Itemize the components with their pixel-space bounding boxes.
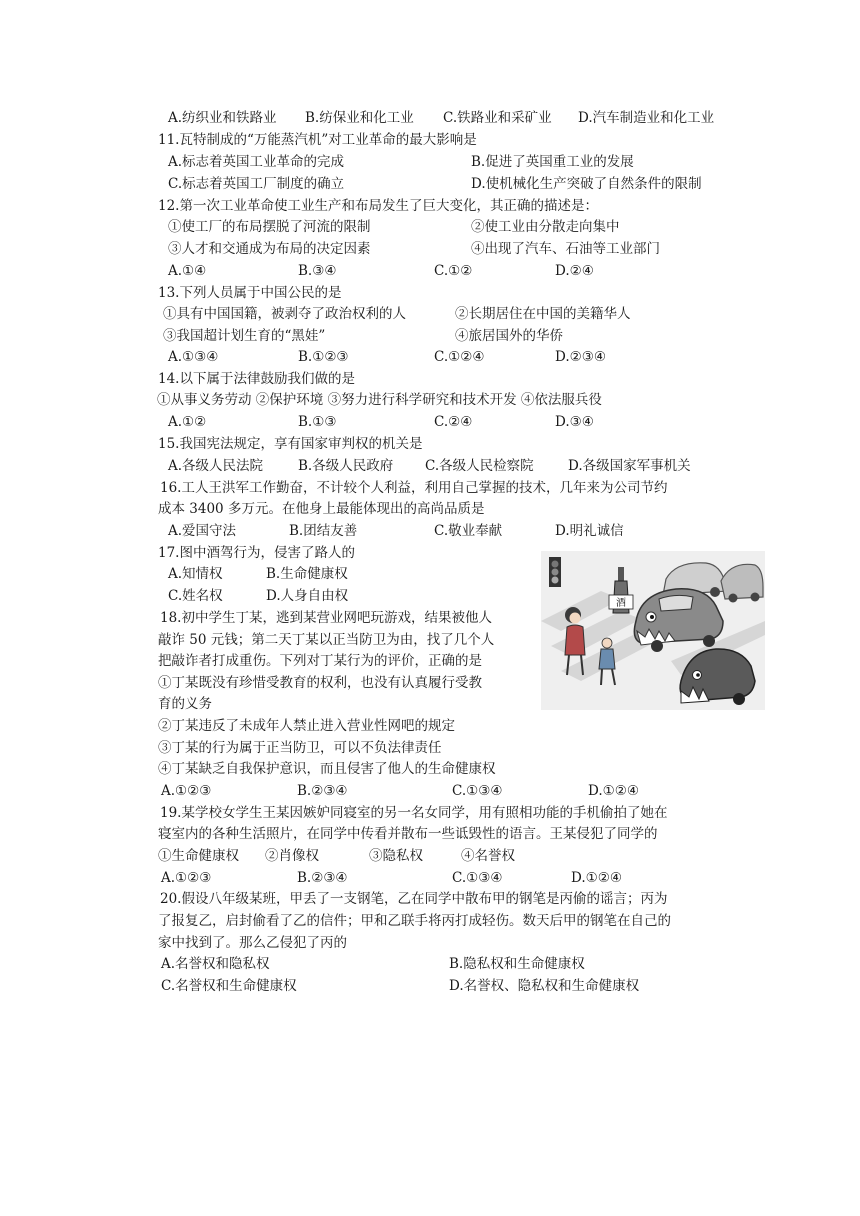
q17-option-d: D.人身自由权 [266, 588, 349, 604]
q18-item-1-cont: 育的义务 [158, 696, 212, 712]
q12-option-c: C.①② [434, 263, 473, 279]
q20-stem-line-3: 家中找到了。那么乙侵犯了丙的 [158, 935, 347, 951]
q19-option-b: B.②③④ [297, 870, 348, 886]
q20-option-c: C.名誉权和生命健康权 [161, 978, 297, 994]
q18-stem-line-3: 把敲诈者打成重伤。下列对丁某行为的评价，正确的是 [158, 653, 482, 669]
q13-option-c: C.①②④ [434, 349, 485, 365]
q18-stem-line-2: 敲诈 50 元钱；第二天丁某以正当防卫为由，找了几个人 [158, 632, 495, 648]
q19-option-d: D.①②④ [571, 870, 622, 886]
q11-option-b: B.促进了英国重工业的发展 [471, 154, 634, 170]
q19-option-a: A.①②③ [161, 870, 212, 886]
q12-option-b: B.③④ [298, 263, 337, 279]
q15-option-b: B.各级人民政府 [298, 458, 394, 474]
q15-stem: 15.我国宪法规定，享有国家审判权的机关是 [158, 436, 423, 452]
q11-option-a: A.标志着英国工业革命的完成 [168, 154, 345, 170]
q20-option-a: A.名誉权和隐私权 [161, 956, 270, 972]
q20-option-b: B.隐私权和生命健康权 [449, 956, 585, 972]
q12-option-d: D.②④ [555, 263, 594, 279]
q17-stem: 17.图中酒驾行为，侵害了路人的 [158, 545, 355, 561]
q19-item-2: ②肖像权 [265, 848, 319, 864]
q11-stem: 11.瓦特制成的“万能蒸汽机”对工业革命的最大影响是 [158, 132, 477, 148]
q14-stem: 14.以下属于法律鼓励我们做的是 [158, 371, 355, 387]
drunk-driving-illustration [541, 551, 765, 710]
q18-stem-line-1: 18.初中学生丁某，逃到某营业网吧玩游戏，结果被他人 [160, 610, 492, 626]
q12-item-4: ④出现了汽车、石油等工业部门 [471, 241, 660, 257]
q11-option-c: C.标志着英国工厂制度的确立 [168, 176, 345, 192]
q14-option-b: B.①③ [298, 414, 337, 430]
q19-item-3: ③隐私权 [369, 848, 423, 864]
q10-option-c: C.铁路业和采矿业 [443, 110, 552, 126]
q19-stem-line-1: 19.某学校女学生王某因嫉妒同寝室的另一名女同学，用有照相功能的手机偷拍了她在 [160, 805, 668, 821]
q11-option-d: D.使机械化生产突破了自然条件的限制 [471, 176, 702, 192]
q17-option-c: C.姓名权 [168, 588, 223, 604]
q19-option-c: C.①③④ [452, 870, 503, 886]
q19-item-1: ①生命健康权 [158, 848, 239, 864]
q18-option-c: C.①③④ [452, 783, 503, 799]
q18-option-d: D.①②④ [588, 783, 639, 799]
q10-option-b: B.纺保业和化工业 [305, 110, 414, 126]
q15-option-a: A.各级人民法院 [168, 458, 264, 474]
q12-stem: 12.第一次工业革命使工业生产和布局发生了巨大变化，其正确的描述是： [158, 198, 598, 214]
q13-item-4: ④旅居国外的华侨 [455, 328, 563, 344]
q20-stem-line-2: 了报复乙，启封偷看了乙的信件；甲和乙联手将丙打成轻伤。数天后甲的钢笔在自己的 [158, 913, 671, 929]
q14-option-a: A.①② [168, 414, 207, 430]
q10-option-a: A.纺织业和铁路业 [168, 110, 277, 126]
q16-option-d: D.明礼诚信 [555, 523, 624, 539]
traffic-light-icon [549, 557, 561, 587]
q13-option-d: D.②③④ [555, 349, 606, 365]
q18-item-2: ②丁某违反了未成年人禁止进入营业性网吧的规定 [158, 718, 455, 734]
q12-option-a: A.①④ [168, 263, 207, 279]
q16-option-a: A.爱国守法 [168, 523, 237, 539]
q17-option-a: A.知情权 [168, 566, 223, 582]
q18-option-a: A.①②③ [161, 783, 212, 799]
q18-option-b: B.②③④ [297, 783, 348, 799]
q13-stem: 13.下列人员属于中国公民的是 [158, 285, 342, 301]
q10-option-d: D.汽车制造业和化工业 [578, 110, 715, 126]
q16-option-c: C.敬业奉献 [434, 523, 503, 539]
q18-item-1: ①丁某既没有珍惜受教育的权利，也没有认真履行受教 [158, 675, 482, 691]
q19-stem-line-2: 寝室内的各种生活照片，在同学中传看并散布一些诋毁性的语言。王某侵犯了同学的 [158, 826, 658, 842]
q20-stem-line-1: 20.假设八年级某班，甲丢了一支钢笔，乙在同学中散布甲的钢笔是丙偷的谣言；丙为 [160, 891, 668, 907]
q14-option-c: C.②④ [434, 414, 473, 430]
q20-option-d: D.名誉权、隐私权和生命健康权 [449, 978, 640, 994]
bottle-label: 酒 [616, 598, 626, 609]
q15-option-c: C.各级人民检察院 [425, 458, 534, 474]
q13-item-2: ②长期居住在中国的美籍华人 [455, 306, 631, 322]
q12-item-2: ②使工业由分散走向集中 [471, 219, 620, 235]
q14-option-d: D.③④ [555, 414, 594, 430]
q16-stem-line-2: 成本 3400 多万元。在他身上最能体现出的高尚品质是 [158, 501, 485, 517]
q12-item-3: ③人才和交通成为布局的决定因素 [168, 241, 371, 257]
q13-item-1: ①具有中国国籍，被剥夺了政治权利的人 [163, 306, 406, 322]
q14-items: ①从事义务劳动 ②保护环境 ③努力进行科学研究和技术开发 ④依法服兵役 [157, 392, 602, 408]
q19-item-4: ④名誉权 [461, 848, 515, 864]
q16-stem-line-1: 16.工人王洪军工作勤奋，不计较个人利益，利用自己掌握的技术，几年来为公司节约 [160, 480, 668, 496]
q18-item-3: ③丁某的行为属于正当防卫，可以不负法律责任 [158, 740, 442, 756]
q13-item-3: ③我国超计划生育的“黑娃” [163, 328, 326, 344]
q16-option-b: B.团结友善 [289, 523, 358, 539]
q17-option-b: B.生命健康权 [266, 566, 348, 582]
q12-item-1: ①使工厂的布局摆脱了河流的限制 [168, 219, 371, 235]
q13-option-a: A.①③④ [168, 349, 219, 365]
q18-item-4: ④丁某缺乏自我保护意识，而且侵害了他人的生命健康权 [158, 761, 496, 777]
q13-option-b: B.①②③ [298, 349, 349, 365]
q15-option-d: D.各级国家军事机关 [568, 458, 691, 474]
